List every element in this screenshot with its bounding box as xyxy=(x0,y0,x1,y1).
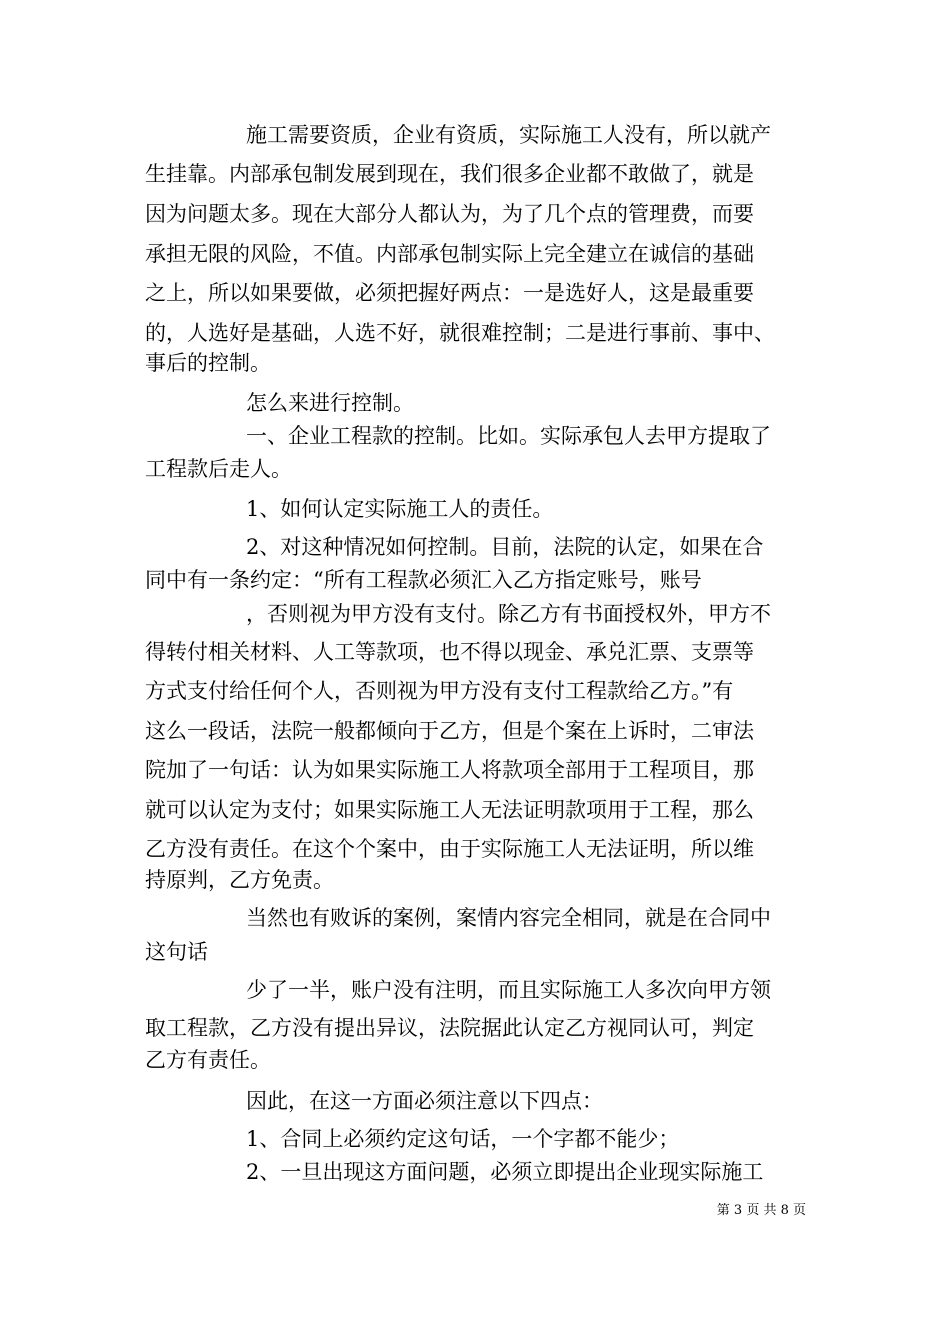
text-line: 当然也有败诉的案例，案情内容完全相同，就是在合同中 xyxy=(246,906,771,930)
text-line: 这么一段话，法院一般都倾向于乙方，但是个案在上诉时，二审法 xyxy=(145,719,754,743)
text-line: 乙方有责任。 xyxy=(145,1048,271,1072)
text-line: 因此，在这一方面必须注意以下四点： xyxy=(246,1089,603,1113)
text-line: 持原判，乙方免责。 xyxy=(145,868,334,892)
text-line: ，否则视为甲方没有支付。除乙方有书面授权外，甲方不 xyxy=(246,602,771,626)
text-line: 的，人选好是基础，人选不好，就很难控制；二是进行事前、事中、 xyxy=(145,321,775,345)
text-line: 这句话 xyxy=(145,940,208,964)
text-line: 同中有一条约定：“所有工程款必须汇入乙方指定账号，账号 xyxy=(145,568,702,592)
text-line: 一、企业工程款的控制。比如。实际承包人去甲方提取了 xyxy=(246,424,771,448)
text-line: 施工需要资质，企业有资质，实际施工人没有，所以就产 xyxy=(246,123,771,147)
text-line: 事后的控制。 xyxy=(145,351,271,375)
text-line: 因为问题太多。现在大部分人都认为，为了几个点的管理费，而要 xyxy=(145,202,754,226)
text-line: 方式支付给任何个人，否则视为甲方没有支付工程款给乙方。”有 xyxy=(145,679,734,703)
text-line: 1、如何认定实际施工人的责任。 xyxy=(246,497,554,521)
page-footer: 第 3 页 共 8 页 xyxy=(716,1203,806,1218)
text-line: 工程款后走人。 xyxy=(145,457,292,481)
text-line: 乙方没有责任。在这个个案中，由于实际施工人无法证明，所以维 xyxy=(145,837,754,861)
text-line: 生挂靠。内部承包制发展到现在，我们很多企业都不敢做了，就是 xyxy=(145,162,754,186)
text-line: 院加了一句话：认为如果实际施工人将款项全部用于工程项目，那 xyxy=(145,758,754,782)
text-line: 2、一旦出现这方面问题，必须立即提出企业现实际施工 xyxy=(246,1160,764,1184)
text-line: 2、对这种情况如何控制。目前，法院的认定，如果在合 xyxy=(246,535,764,559)
text-line: 1、合同上必须约定这句话，一个字都不能少； xyxy=(246,1127,680,1151)
text-line: 取工程款，乙方没有提出异议，法院据此认定乙方视同认可，判定 xyxy=(145,1016,754,1040)
text-line: 承担无限的风险，不值。内部承包制实际上完全建立在诚信的基础 xyxy=(145,242,754,266)
text-line: 少了一半，账户没有注明，而且实际施工人多次向甲方领 xyxy=(246,978,771,1002)
text-line: 之上，所以如果要做，必须把握好两点：一是选好人，这是最重要 xyxy=(145,281,754,305)
text-line: 得转付相关材料、人工等款项，也不得以现金、承兑汇票、支票等 xyxy=(145,640,754,664)
text-line: 就可以认定为支付；如果实际施工人无法证明款项用于工程，那么 xyxy=(145,798,754,822)
text-line: 怎么来进行控制。 xyxy=(246,391,414,415)
